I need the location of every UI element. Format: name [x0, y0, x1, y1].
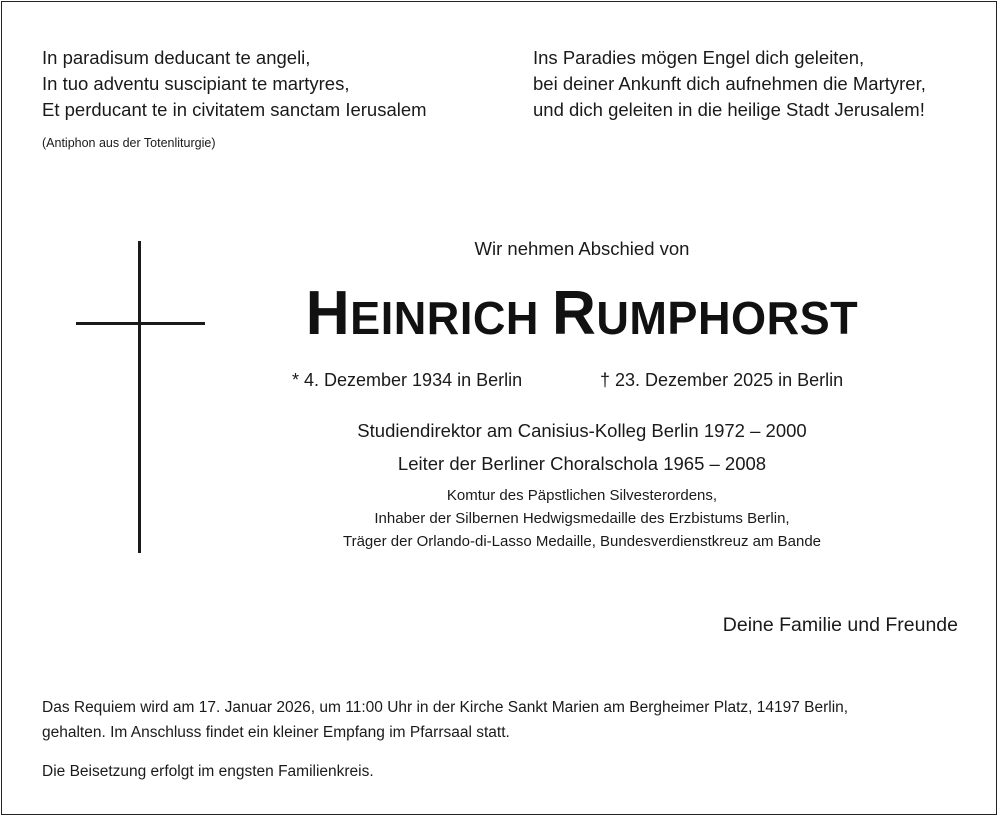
- latin-verse-line: Et perducant te in civitatem sanctam Ierusalem: [42, 99, 427, 120]
- first-name-rest: EINRICH: [350, 292, 539, 344]
- role-line: Leiter der Berliner Choralschola 1965 – 2008: [397, 453, 767, 474]
- german-verse-line: bei deiner Ankunft dich aufnehmen die Martyrer,: [533, 73, 926, 94]
- deceased-name: [237, 278, 927, 349]
- requiem-line: Das Requiem wird am 17. Januar 2026, um 11:00 Uhr in der Kirche Sankt Marien am Bergheimer Platz, 14197 Berlin,: [42, 699, 849, 716]
- last-name-rest: UMPHORST: [596, 292, 859, 344]
- cross-horizontal-bar: [76, 322, 205, 325]
- signature: Deine Familie und Freunde: [722, 614, 958, 636]
- burial-info: Die Beisetzung erfolgt im engsten Familienkreis.: [42, 763, 374, 780]
- requiem-info: [42, 695, 848, 745]
- last-name-initial: R: [551, 279, 597, 348]
- german-verse: [533, 45, 926, 123]
- honors-list: [230, 484, 934, 553]
- death-date: † 23. Dezember 2025 in Berlin: [600, 370, 844, 390]
- source-note: (Antiphon aus der Totenliturgie): [42, 136, 216, 150]
- latin-verse-line: In tuo adventu suscipiant te martyres,: [42, 73, 350, 94]
- honor-line: Träger der Orlando-di-Lasso Medaille, Bundesverdienstkreuz am Bande: [342, 533, 822, 550]
- obituary-frame: [1, 1, 997, 815]
- german-verse-line: und dich geleiten in die heilige Stadt Jerusalem!: [533, 99, 925, 120]
- honor-line: Komtur des Päpstlichen Silvesterordens,: [446, 487, 718, 504]
- requiem-line: gehalten. Im Anschluss findet ein kleiner Empfang im Pfarrsaal statt.: [42, 724, 510, 741]
- cross-vertical-bar: [138, 241, 141, 553]
- german-verse-line: Ins Paradies mögen Engel dich geleiten,: [533, 47, 865, 68]
- latin-verse-line: In paradisum deducant te angeli,: [42, 47, 311, 68]
- intro-text: Wir nehmen Abschied von: [474, 238, 690, 259]
- latin-verse: [42, 45, 427, 123]
- honor-line: Inhaber der Silbernen Hedwigsmedaille des Erzbistums Berlin,: [374, 510, 790, 527]
- first-name-initial: H: [305, 279, 351, 348]
- role-line: Studiendirektor am Canisius-Kolleg Berlin 1972 – 2000: [357, 420, 807, 441]
- birth-date: * 4. Dezember 1934 in Berlin: [292, 370, 523, 390]
